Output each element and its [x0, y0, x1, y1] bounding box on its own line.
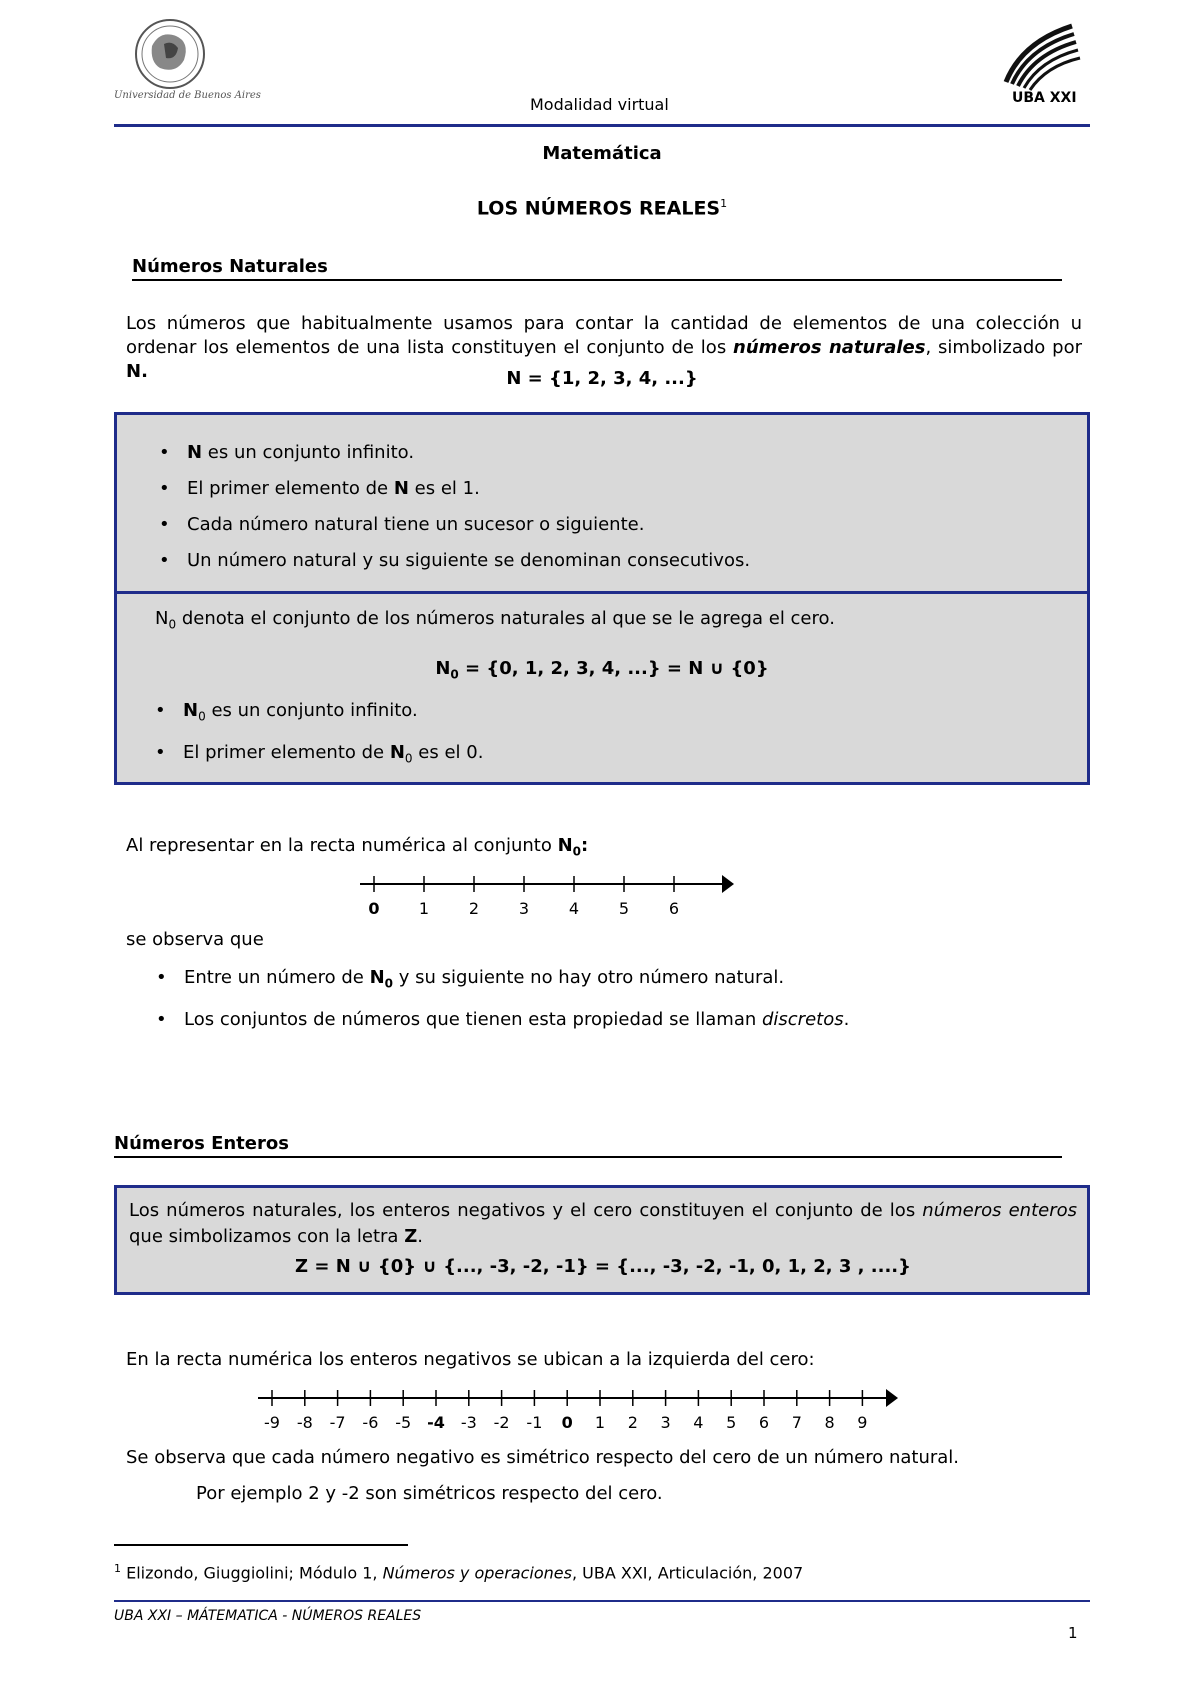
number-line-intro-n0: Al representar en la recta numérica al conjunto $N_0$:	[126, 835, 589, 859]
tick-label: -6	[362, 1413, 379, 1432]
page-number: 1	[1068, 1624, 1078, 1642]
university-seal-caption: Universidad de Buenos Aires	[114, 90, 261, 101]
tick-label: -7	[329, 1413, 346, 1432]
n0-description: $N_0$ denota el conjunto de los números naturales al que se le agrega el cero.	[155, 608, 835, 632]
footer-rule	[114, 1600, 1090, 1602]
naturales-properties-box	[114, 412, 1090, 594]
axis-arrow	[722, 875, 734, 893]
section-heading-enteros: Números Enteros	[114, 1133, 1062, 1158]
enteros-set-definition: Z = N ∪ {0} ∪ {..., -3, -2, -1} = {..., -3, -2, -1, 0, 1, 2, 3 , ....}	[295, 1256, 911, 1277]
tick-label: -5	[395, 1413, 412, 1432]
number-line-n0	[350, 868, 750, 928]
footnote: $^1$ Elizondo, Giuggiolini; Módulo 1, Números y operaciones, UBA XXI, Articulación, 2007	[114, 1562, 804, 1583]
document-title	[114, 197, 1090, 219]
property-item: • Un número natural y su siguiente se denominan consecutivos.	[157, 543, 1087, 579]
tick-label: 1	[594, 1413, 606, 1432]
naturales-symbol: N.	[126, 361, 148, 382]
n0-definition-box	[114, 591, 1090, 785]
tick-label: 0	[368, 899, 380, 918]
tick-label: 3	[660, 1413, 671, 1432]
title-footnote-mark: 1	[720, 197, 728, 210]
tick-label: 5	[618, 899, 630, 918]
document-title-text: LOS NÚMEROS REALES	[476, 197, 721, 220]
tick-label: -1	[526, 1413, 543, 1432]
naturales-term: números naturales	[733, 337, 926, 358]
uba-xxi-logo	[1002, 22, 1082, 92]
observation-intro: se observa que	[126, 929, 264, 950]
symmetry-example: Por ejemplo 2 y -2 son simétricos respecto del cero.	[196, 1483, 663, 1504]
number-line-z	[244, 1382, 904, 1442]
section-heading-naturales: Números Naturales	[132, 256, 1062, 281]
header-rule	[114, 124, 1090, 127]
property-item: • El primer elemento de N es el 1.	[157, 471, 1087, 507]
tick-label: -4	[427, 1413, 445, 1432]
tick-label: 4	[568, 899, 580, 918]
axis-arrow	[886, 1389, 898, 1407]
modality-label: Modalidad virtual	[530, 95, 669, 114]
n0-set-definition: $N_0 = \{0$, 1, 2, 3, 4, ...} = N ∪ {0}	[435, 657, 769, 682]
property-item: • Cada número natural tiene un sucesor o siguiente.	[157, 507, 1087, 543]
tick-label: 1	[418, 899, 430, 918]
footer-text: UBA XXI – MÁTEMATICA - NÚMEROS REALES	[114, 1608, 422, 1624]
tick-label: 2	[627, 1413, 638, 1432]
tick-label: -2	[493, 1413, 510, 1432]
enteros-intro: Los números naturales, los enteros negativos y el cero constituyen el conjunto de los números enteros que simbolizamos con la letra Z.	[129, 1200, 1077, 1247]
subject-title: Matemática	[542, 143, 662, 164]
tick-label: -8	[296, 1413, 313, 1432]
uba-xxi-logo-text: UBA XXI	[1012, 90, 1077, 106]
number-line-intro-z: En la recta numérica los enteros negativos se ubican a la izquierda del cero:	[126, 1349, 815, 1370]
tick-label: 5	[726, 1413, 737, 1432]
symmetry-text: Se observa que cada número negativo es simétrico respecto del cero de un número natural.	[126, 1447, 960, 1468]
tick-label: 4	[693, 1413, 704, 1432]
naturales-intro-text-2: , simbolizado por	[925, 337, 1082, 358]
n0-property-item: • El primer elemento de $N_0$ es el 0.	[153, 735, 1087, 777]
naturales-intro-text: Los números que habitualmente usamos para contar la cantidad de elementos de una colección u ordenar los elementos de una lista constituyen el conjunto de los	[126, 313, 1082, 358]
property-item: • N es un conjunto infinito.	[157, 435, 1087, 471]
observation-item: • Los conjuntos de números que tienen esta propiedad se llaman discretos.	[154, 1002, 1074, 1038]
footnote-separator	[114, 1544, 408, 1546]
n0-property-item: • $N_0$ es un conjunto infinito.	[153, 693, 1087, 735]
tick-label: 8	[824, 1413, 835, 1432]
tick-label: 7	[791, 1413, 802, 1432]
observation-list	[154, 960, 1074, 1038]
tick-label: 2	[468, 899, 480, 918]
tick-label: 9	[857, 1413, 868, 1432]
naturales-set-definition: N = {1, 2, 3, 4, ...}	[506, 368, 698, 389]
tick-label: 6	[758, 1413, 770, 1432]
tick-label: 0	[561, 1413, 573, 1432]
tick-label: 6	[668, 899, 680, 918]
tick-label: 3	[518, 899, 530, 918]
observation-item: • Entre un número de $N_0$ y su siguiente no hay otro número natural.	[154, 960, 1074, 1002]
enteros-definition-box	[114, 1185, 1090, 1295]
tick-label: -9	[264, 1413, 280, 1432]
tick-label: -3	[460, 1413, 477, 1432]
